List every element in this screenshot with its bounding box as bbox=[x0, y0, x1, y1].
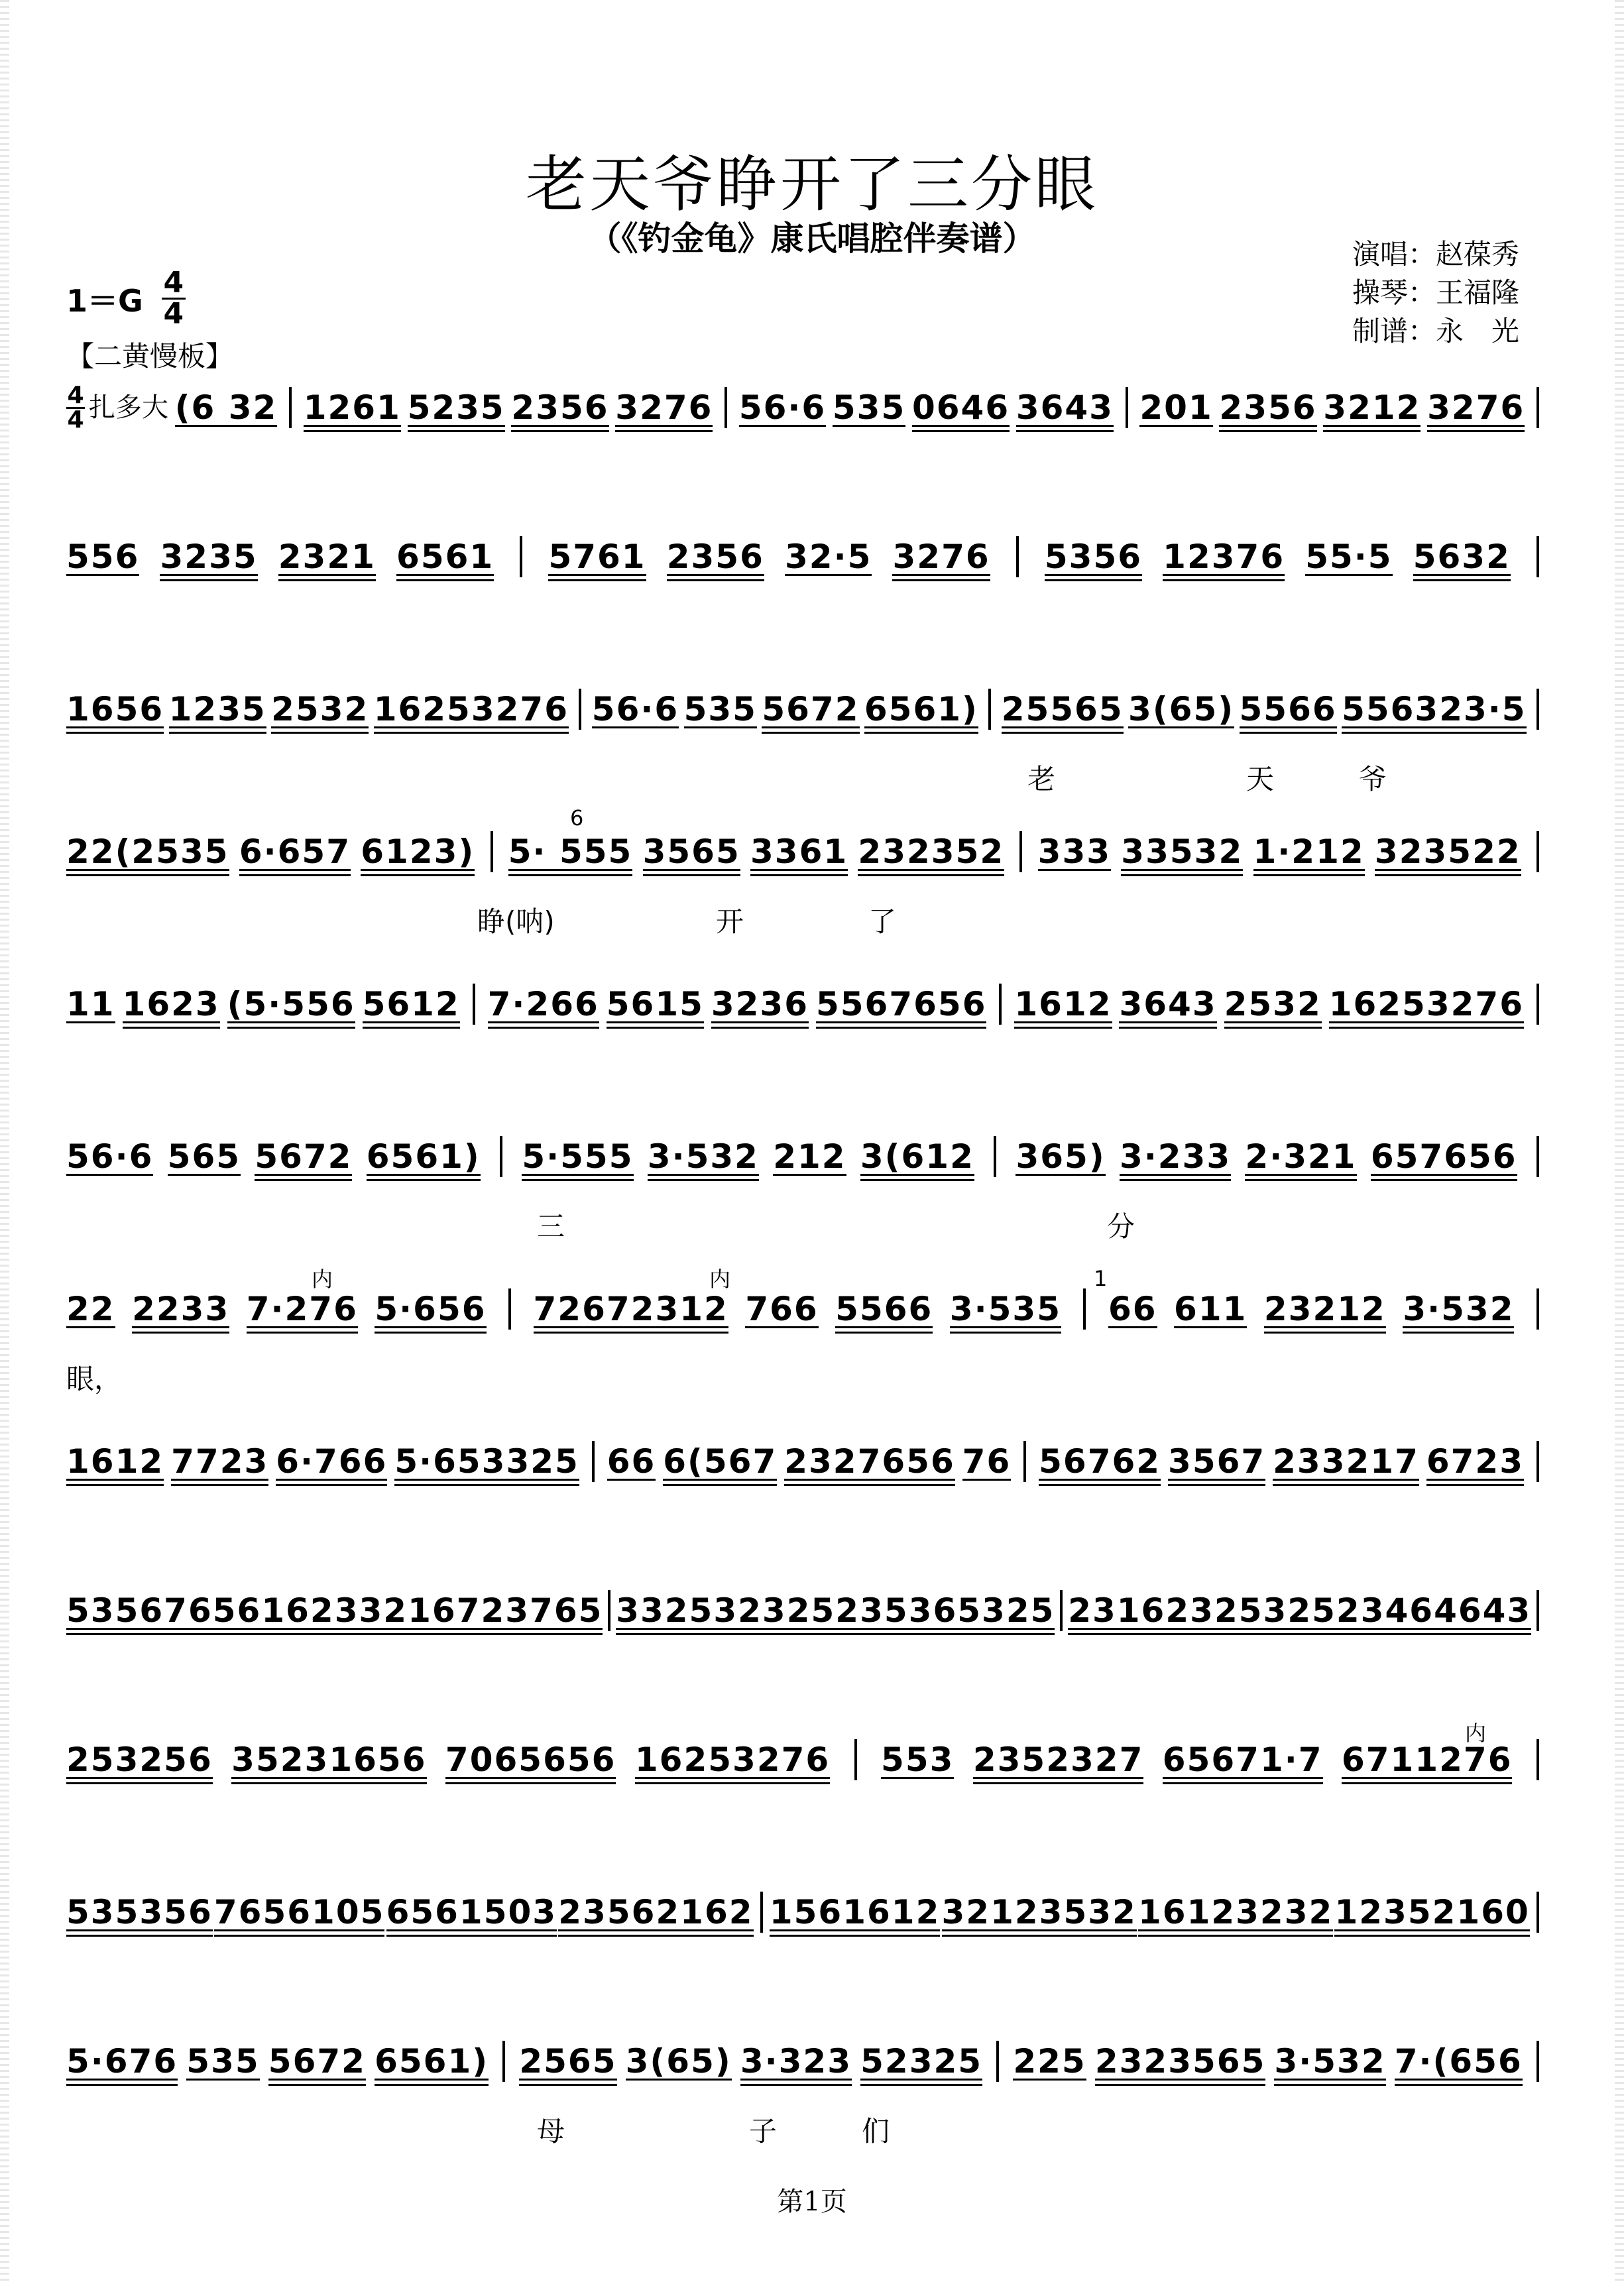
key-tonic: 1＝G bbox=[66, 282, 143, 319]
note-group: (6 32 bbox=[175, 384, 278, 431]
barline bbox=[592, 1441, 595, 1482]
inner-string-marker: 内 bbox=[1465, 1721, 1487, 1746]
note-group: 765616 bbox=[164, 1587, 310, 1634]
barline bbox=[999, 984, 1002, 1025]
barline bbox=[1537, 831, 1539, 872]
barline bbox=[289, 387, 292, 428]
note-group: 3(65) bbox=[1128, 686, 1234, 732]
lyric-syllable: 三 bbox=[537, 1210, 565, 1243]
barline bbox=[508, 1288, 511, 1330]
score-system bbox=[66, 1587, 1544, 1667]
barline bbox=[996, 2041, 999, 2082]
note-group: 76 bbox=[962, 1438, 1012, 1485]
note-group: 55·5 bbox=[1305, 534, 1392, 580]
score-system bbox=[66, 2038, 1544, 2147]
note-group: 56·6 bbox=[66, 1133, 153, 1180]
banban-label: 【二黄慢板】 bbox=[66, 340, 234, 372]
lyric-syllable: 爷 bbox=[1359, 763, 1387, 795]
note-group: 3235 bbox=[160, 534, 257, 580]
note-group: 22 bbox=[66, 1286, 115, 1332]
note-group: 3567 bbox=[1168, 1438, 1265, 1485]
barline bbox=[854, 1739, 857, 1780]
lyric-syllable: 开 bbox=[716, 905, 744, 938]
note-group: 233217 bbox=[1273, 1438, 1419, 1485]
lyric-line bbox=[66, 900, 1544, 940]
notation-line bbox=[66, 1587, 1544, 1634]
note-group: 3276 bbox=[892, 534, 990, 580]
note-group: 3(612 bbox=[860, 1133, 974, 1180]
notation-line bbox=[66, 1438, 1544, 1485]
barline bbox=[579, 689, 581, 730]
notation-line bbox=[66, 534, 1544, 580]
note-group: 6(567 bbox=[663, 1438, 777, 1485]
note-group: 3·323 bbox=[740, 2038, 852, 2084]
note-group: 2565 bbox=[519, 2038, 616, 2084]
note-group: 5356 bbox=[1045, 534, 1142, 580]
time-signature bbox=[162, 268, 186, 329]
note-group: 16253276 bbox=[374, 686, 569, 732]
note-group: 3(65) bbox=[626, 2038, 732, 2084]
lyric-syllable: 老 bbox=[1027, 763, 1056, 795]
note-group: 3·535 bbox=[950, 1286, 1061, 1332]
note-group: 1656 bbox=[66, 686, 164, 732]
note-group: 56·6 bbox=[592, 686, 679, 732]
note-group: 565 bbox=[168, 1133, 241, 1180]
note-group: 553 bbox=[881, 1737, 954, 1783]
note-group: 3·532 bbox=[1403, 1286, 1514, 1332]
lyric-syllable: 了 bbox=[868, 905, 897, 938]
lyric-line bbox=[66, 1205, 1544, 1245]
note-group: 23562162 bbox=[558, 1889, 753, 1935]
note-group: 7656105 bbox=[214, 1889, 385, 1935]
note-group: 1612 bbox=[1014, 981, 1112, 1027]
barline bbox=[1537, 2041, 1539, 2082]
score-system bbox=[66, 1286, 1544, 1395]
note-group: 2321 bbox=[278, 534, 376, 580]
note-group: 1561612 bbox=[770, 1889, 941, 1935]
barline bbox=[520, 536, 522, 577]
barline bbox=[1083, 1288, 1086, 1330]
note-group: 35231656 bbox=[231, 1737, 426, 1783]
note-group: 5·656 bbox=[375, 1286, 486, 1332]
note-group: 5· 555 bbox=[508, 828, 633, 875]
barline bbox=[1126, 387, 1128, 428]
note-group: 2233 bbox=[132, 1286, 229, 1332]
note-group: 3212 bbox=[1323, 384, 1421, 431]
note-group: 12376 bbox=[1163, 534, 1285, 580]
note-group: 535 bbox=[684, 686, 757, 732]
note-group: 1·212 bbox=[1253, 828, 1365, 875]
note-group: 556323·5 bbox=[1342, 686, 1527, 732]
barline bbox=[988, 689, 991, 730]
note-group: 5567656 bbox=[816, 981, 987, 1027]
prefix-marking bbox=[66, 381, 168, 433]
note-group: 5672 bbox=[268, 2038, 366, 2084]
prefix-time-bottom: 4 bbox=[67, 406, 84, 433]
note-group: 3·532 bbox=[1274, 2038, 1385, 2084]
note-group: 3643 bbox=[1119, 981, 1216, 1027]
score-system bbox=[66, 534, 1544, 613]
notation-line bbox=[66, 1737, 1544, 1783]
prefix-text: 扎多大 bbox=[89, 392, 168, 423]
note-group: 65325 bbox=[933, 1587, 1055, 1634]
lyric-line bbox=[66, 1357, 1544, 1397]
note-group: 2327656 bbox=[784, 1438, 955, 1485]
note-group: 6561) bbox=[367, 1133, 481, 1180]
note-group: 1261 bbox=[304, 384, 401, 431]
note-group: 232352 bbox=[858, 828, 1004, 875]
barline bbox=[760, 1892, 763, 1933]
page-border-left bbox=[0, 0, 9, 2284]
note-group: 6723 bbox=[1426, 1438, 1524, 1485]
note-group: 6561) bbox=[375, 2038, 489, 2084]
barline bbox=[1019, 831, 1022, 872]
note-group: 365) bbox=[1015, 1133, 1105, 1180]
note-group: 5·653325 bbox=[394, 1438, 579, 1485]
note-group: 6·766 bbox=[276, 1438, 387, 1485]
note-group: 3325 bbox=[616, 1587, 713, 1634]
page-border-right bbox=[1615, 0, 1624, 2284]
note-group: 7·266 bbox=[488, 981, 599, 1027]
note-group: 2356 bbox=[1219, 384, 1316, 431]
note-group: 66 bbox=[607, 1438, 656, 1485]
notation-line bbox=[66, 2038, 1544, 2084]
note-group: 2532 bbox=[271, 686, 369, 732]
note-group: 657656 bbox=[1371, 1133, 1517, 1180]
note-group: 5672 bbox=[762, 686, 859, 732]
credit-accompanist: 操琴：王福隆 bbox=[1352, 276, 1520, 309]
note-group: 212 bbox=[773, 1133, 846, 1180]
credit-transcriber: 制谱：永 光 bbox=[1352, 315, 1520, 347]
note-group: 52325 bbox=[860, 2038, 982, 2084]
lyric-line bbox=[66, 2110, 1544, 2149]
note-group: 1235 bbox=[169, 686, 266, 732]
barline bbox=[473, 984, 475, 1025]
barline bbox=[1537, 1739, 1539, 1780]
notation-line bbox=[66, 686, 1544, 732]
score-system bbox=[66, 1438, 1544, 1518]
note-group: 1623 bbox=[123, 981, 220, 1027]
note-group: 23212 bbox=[1264, 1286, 1386, 1332]
note-group: 2·321 bbox=[1245, 1133, 1356, 1180]
note-group: 5615 bbox=[607, 981, 704, 1027]
note-group: 5·676 bbox=[66, 2038, 178, 2084]
barline bbox=[1023, 1441, 1026, 1482]
note-group: 23321 bbox=[310, 1587, 432, 1634]
note-group: (5·556 bbox=[227, 981, 355, 1027]
note-group: 535356 bbox=[66, 1889, 213, 1935]
grace-marker: 1 bbox=[1094, 1266, 1108, 1291]
note-group: 32325 bbox=[713, 1587, 835, 1634]
barline bbox=[502, 2041, 505, 2082]
note-group: 7723 bbox=[171, 1438, 268, 1485]
barline bbox=[500, 1136, 502, 1177]
note-group: 16253276 bbox=[1329, 981, 1524, 1027]
page-footer: 第1页 bbox=[777, 2187, 847, 2217]
inner-string-marker: 内 bbox=[312, 1267, 333, 1292]
barline bbox=[1537, 1288, 1539, 1330]
score-system bbox=[66, 981, 1544, 1060]
key-signature bbox=[66, 268, 186, 329]
note-group: 3276 bbox=[1427, 384, 1525, 431]
inner-string-marker: 内 bbox=[709, 1267, 731, 1292]
note-group: 3·233 bbox=[1120, 1133, 1231, 1180]
note-group: 6·657 bbox=[239, 828, 351, 875]
note-group: 3236 bbox=[711, 981, 809, 1027]
note-group: 5·555 bbox=[522, 1133, 633, 1180]
barline bbox=[994, 1136, 996, 1177]
score-system bbox=[66, 1737, 1544, 1816]
notation-line bbox=[66, 1133, 1544, 1180]
prefix-time-signature bbox=[66, 381, 85, 433]
note-group: 25565 bbox=[1002, 686, 1124, 732]
time-top: 4 bbox=[163, 266, 184, 300]
note-group: 32·5 bbox=[785, 534, 872, 580]
note-group: 6561 bbox=[396, 534, 494, 580]
note-group: 2325 bbox=[1165, 1587, 1263, 1634]
note-group: 225 bbox=[1013, 2038, 1086, 2084]
note-group: 33532 bbox=[1121, 828, 1243, 875]
barline bbox=[1537, 1590, 1539, 1631]
barline bbox=[1537, 1441, 1539, 1482]
note-group: 3643 bbox=[1016, 384, 1114, 431]
notation-line bbox=[66, 381, 1544, 433]
note-group: 11 bbox=[66, 981, 115, 1027]
lyric-syllable: 眼， bbox=[66, 1363, 123, 1395]
note-group: 32523 bbox=[1263, 1587, 1385, 1634]
note-group: 766 bbox=[745, 1286, 818, 1332]
note-group: 6561) bbox=[864, 686, 978, 732]
note-group: 56·6 bbox=[739, 384, 826, 431]
lyric-line bbox=[66, 758, 1544, 797]
score-system bbox=[66, 828, 1544, 938]
note-group: 3361 bbox=[750, 828, 848, 875]
note-group: 464643 bbox=[1385, 1587, 1531, 1634]
lyric-syllable: 睁(呐) bbox=[477, 905, 555, 938]
barline bbox=[491, 831, 493, 872]
credit-singer: 演唱：赵葆秀 bbox=[1352, 238, 1520, 270]
note-group: 65671·7 bbox=[1163, 1737, 1323, 1783]
note-group: 556 bbox=[66, 534, 139, 580]
note-group: 3565 bbox=[643, 828, 740, 875]
note-group: 5612 bbox=[363, 981, 460, 1027]
score-system bbox=[66, 686, 1544, 795]
barline bbox=[1537, 984, 1539, 1025]
lyric-syllable: 分 bbox=[1107, 1210, 1135, 1243]
barline bbox=[1537, 536, 1539, 577]
page-subtitle: （《钓金龟》康氏唱腔伴奏谱） bbox=[588, 219, 1036, 258]
time-bottom: 4 bbox=[163, 297, 184, 331]
note-group: 22(2535 bbox=[66, 828, 229, 875]
note-group: 5235 bbox=[408, 384, 505, 431]
note-group: 2532 bbox=[1224, 981, 1322, 1027]
page-title: 老天爷睁开了三分眼 bbox=[525, 149, 1098, 220]
note-group: 12352160 bbox=[1334, 1889, 1529, 1935]
barline bbox=[1537, 1892, 1539, 1933]
barline bbox=[1016, 536, 1019, 577]
note-group: 6723765 bbox=[432, 1587, 603, 1634]
note-group: 16253276 bbox=[635, 1737, 830, 1783]
credits bbox=[1352, 235, 1519, 351]
note-group: 2353 bbox=[835, 1587, 933, 1634]
grace-marker: 6 bbox=[570, 805, 584, 830]
barline bbox=[1060, 1590, 1063, 1631]
note-group: 5356 bbox=[66, 1587, 164, 1634]
score-system bbox=[66, 381, 1544, 464]
barline bbox=[725, 387, 727, 428]
score-system bbox=[66, 1889, 1544, 1969]
note-group: 6711276 bbox=[1342, 1737, 1513, 1783]
lyric-syllable: 子 bbox=[749, 2115, 778, 2147]
notation-line bbox=[66, 1286, 1544, 1332]
lyric-syllable: 母 bbox=[537, 2115, 565, 2147]
note-group: 6561503 bbox=[386, 1889, 557, 1935]
note-group: 5761 bbox=[548, 534, 646, 580]
note-group: 6123) bbox=[361, 828, 475, 875]
note-group: 16123232 bbox=[1138, 1889, 1333, 1935]
note-group: 535 bbox=[833, 384, 905, 431]
note-group: 2356 bbox=[511, 384, 609, 431]
note-group: 201 bbox=[1139, 384, 1212, 431]
note-group: 5672 bbox=[255, 1133, 352, 1180]
score-system bbox=[66, 1133, 1544, 1243]
notation-line bbox=[66, 828, 1544, 875]
note-group: 253256 bbox=[66, 1737, 213, 1783]
barline bbox=[608, 1590, 610, 1631]
note-group: 5566 bbox=[835, 1286, 933, 1332]
note-group: 3276 bbox=[615, 384, 713, 431]
barline bbox=[1537, 689, 1539, 730]
note-group: 7·276 bbox=[247, 1286, 358, 1332]
lyric-syllable: 们 bbox=[862, 2115, 890, 2147]
prefix-time-top: 4 bbox=[67, 381, 84, 409]
note-group: 323522 bbox=[1375, 828, 1521, 875]
note-group: 66 bbox=[1108, 1286, 1157, 1332]
note-group: 2316 bbox=[1068, 1587, 1165, 1634]
note-group: 7·(656 bbox=[1395, 2038, 1523, 2084]
notation-line bbox=[66, 1889, 1544, 1935]
note-group: 7065656 bbox=[445, 1737, 616, 1783]
barline bbox=[1537, 1136, 1539, 1177]
note-group: 5632 bbox=[1413, 534, 1511, 580]
note-group: 72672312 bbox=[534, 1286, 728, 1332]
note-group: 32123532 bbox=[942, 1889, 1137, 1935]
note-group: 3·532 bbox=[648, 1133, 759, 1180]
note-group: 2323565 bbox=[1095, 2038, 1266, 2084]
note-group: 5566 bbox=[1240, 686, 1337, 732]
lyric-syllable: 天 bbox=[1246, 763, 1275, 795]
note-group: 611 bbox=[1174, 1286, 1247, 1332]
note-group: 2352327 bbox=[973, 1737, 1144, 1783]
note-group: 0646 bbox=[912, 384, 1010, 431]
note-group: 56762 bbox=[1039, 1438, 1161, 1485]
note-group: 2356 bbox=[667, 534, 764, 580]
note-group: 1612 bbox=[66, 1438, 164, 1485]
note-group: 333 bbox=[1038, 828, 1111, 875]
note-group: 535 bbox=[186, 2038, 259, 2084]
notation-line bbox=[66, 981, 1544, 1027]
barline bbox=[1537, 387, 1539, 428]
